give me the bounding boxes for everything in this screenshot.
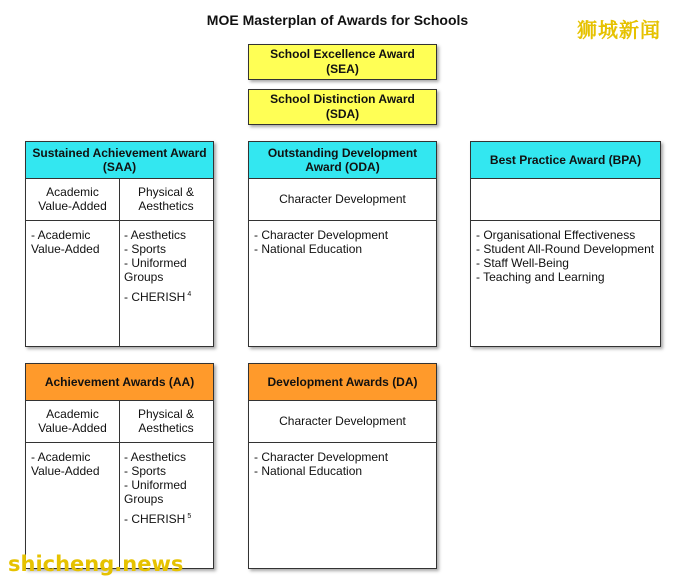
list-item-cherish: [124, 288, 191, 304]
sea-title: School Excellence Award: [270, 47, 415, 61]
list-item: - Character Development: [254, 228, 389, 242]
list-item: - Aesthetics: [124, 450, 187, 464]
list-item: - Academic: [31, 228, 91, 242]
footnote-marker: 4: [187, 291, 192, 298]
list-item: - Uniformed: [124, 256, 187, 270]
list-item: Groups: [124, 270, 164, 284]
aa-title: Achievement Awards (AA): [44, 375, 195, 389]
footnote-marker: 5: [187, 513, 192, 520]
saa-col-physical-line2: Aesthetics: [138, 199, 194, 213]
list-item: - Student All-Round Development: [476, 242, 655, 256]
list-item-cherish: [124, 510, 191, 526]
bpa-title: Best Practice Award (BPA): [489, 153, 642, 167]
oda-abbrev: Award (ODA): [305, 160, 380, 174]
bpa-card: [470, 141, 661, 347]
da-title: Development Awards (DA): [267, 375, 418, 389]
sea-abbrev: (SEA): [326, 62, 359, 76]
list-item: Groups: [124, 492, 164, 506]
list-item: - Academic: [31, 450, 91, 464]
aa-col-academic-line1: Academic: [46, 407, 99, 421]
saa-col-physical-line1: Physical &: [137, 185, 195, 199]
list-item: - Sports: [124, 464, 167, 478]
list-item: Value-Added: [31, 464, 100, 478]
list-item: - Organisational Effectiveness: [476, 228, 636, 242]
aa-header: [26, 364, 213, 401]
list-item: - Uniformed: [124, 478, 187, 492]
da-card: [248, 363, 437, 569]
oda-title: Outstanding Development: [267, 146, 418, 160]
bpa-subheader: [471, 178, 660, 221]
da-subheader-label: Character Development: [279, 414, 406, 428]
saa-col-physical-header: [119, 178, 213, 221]
bpa-header: [471, 142, 660, 179]
saa-col-academic-line1: Academic: [46, 185, 99, 199]
watermark-english: shicheng.news: [8, 552, 184, 576]
oda-subheader: [249, 178, 436, 221]
aa-column-divider: [119, 400, 120, 568]
oda-subheader-label: Character Development: [279, 192, 406, 206]
saa-abbrev: (SAA): [102, 160, 137, 174]
aa-col-physical-line2: Aesthetics: [138, 421, 194, 435]
list-item: - National Education: [254, 242, 363, 256]
aa-col-academic-line2: Value-Added: [38, 421, 107, 435]
saa-col-academic-line2: Value-Added: [38, 199, 107, 213]
sda-title: School Distinction Award: [270, 92, 415, 106]
cherish-label: - CHERISH: [124, 512, 186, 526]
bpa-list: [476, 228, 654, 284]
saa-academic-list: [31, 228, 100, 256]
list-item: - Sports: [124, 242, 167, 256]
da-header: [249, 364, 436, 401]
oda-header: [249, 142, 436, 179]
saa-col-academic-header: [26, 178, 119, 221]
saa-card: [25, 141, 214, 347]
list-item: - Teaching and Learning: [476, 270, 605, 284]
saa-physical-list: [124, 228, 191, 304]
page-title: MOE Masterplan of Awards for Schools: [206, 12, 469, 28]
da-list: [254, 450, 388, 478]
oda-card: [248, 141, 437, 347]
list-item: - National Education: [254, 464, 363, 478]
sea-box: [248, 44, 437, 80]
saa-title: Sustained Achievement Award: [32, 146, 207, 160]
list-item: Value-Added: [31, 242, 100, 256]
list-item: - Character Development: [254, 450, 389, 464]
oda-list: [254, 228, 388, 256]
saa-header: [26, 142, 213, 179]
saa-column-divider: [119, 178, 120, 346]
sda-box: [248, 89, 437, 125]
aa-card: [25, 363, 214, 569]
watermark-chinese: 狮城新闻: [577, 18, 661, 42]
aa-col-physical-header: [119, 400, 213, 443]
list-item: - Aesthetics: [124, 228, 187, 242]
aa-col-physical-line1: Physical &: [137, 407, 195, 421]
aa-col-academic-header: [26, 400, 119, 443]
aa-academic-list: [31, 450, 100, 478]
list-item: - Staff Well-Being: [476, 256, 569, 270]
da-subheader: [249, 400, 436, 443]
aa-physical-list: [124, 450, 191, 526]
cherish-label: - CHERISH: [124, 290, 186, 304]
sda-abbrev: (SDA): [325, 107, 360, 121]
